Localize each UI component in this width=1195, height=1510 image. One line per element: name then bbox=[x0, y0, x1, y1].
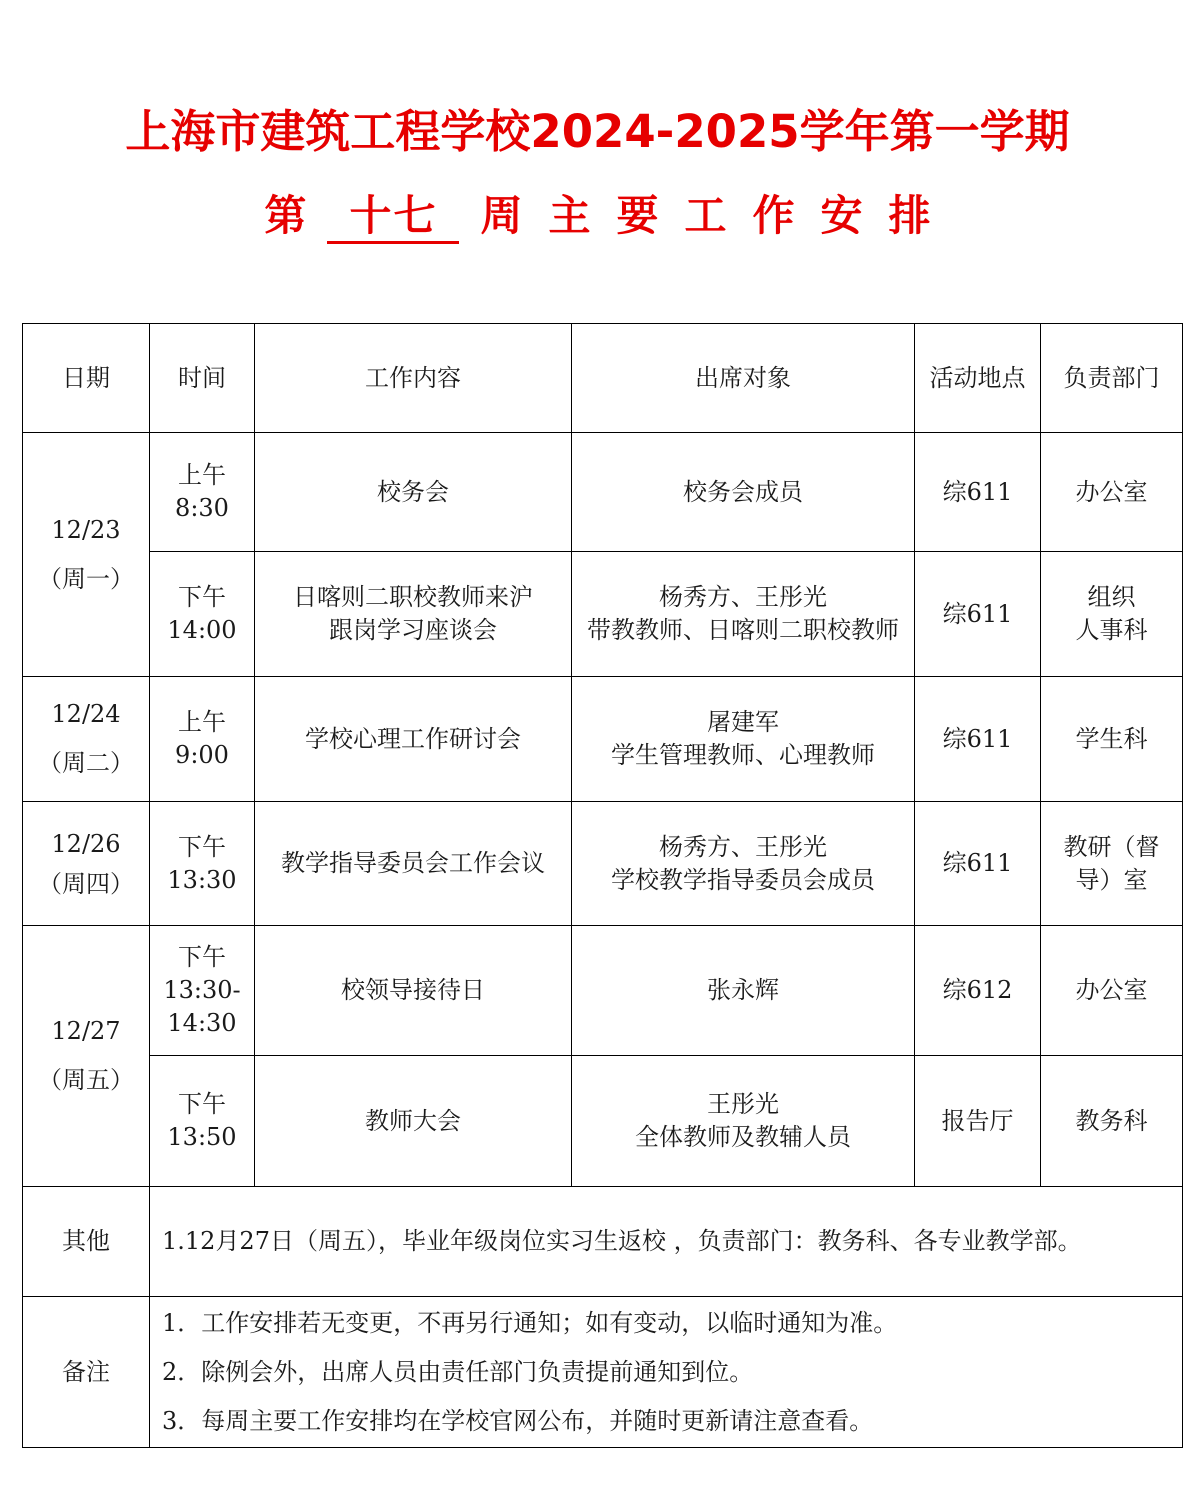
time-period: 上午 bbox=[178, 708, 226, 736]
dept-cell bbox=[1041, 552, 1183, 677]
week-subtitle bbox=[0, 186, 1195, 246]
subtitle-char: 周 bbox=[480, 191, 523, 240]
weekday: （周二） bbox=[38, 749, 134, 777]
location-cell: 综612 bbox=[915, 926, 1041, 1056]
table-row bbox=[23, 552, 1183, 677]
header-date: 日期 bbox=[23, 324, 150, 433]
attendees-cell bbox=[572, 433, 915, 552]
dept-text: 教务科 bbox=[1075, 1106, 1148, 1135]
table-row bbox=[23, 677, 1183, 802]
date-cell bbox=[23, 433, 150, 677]
subtitle-char: 主 bbox=[548, 191, 591, 240]
attendees-text: 校务会成员 bbox=[683, 477, 803, 506]
notes-row bbox=[23, 1297, 1183, 1448]
attendees-text: 杨秀方、王彤光 bbox=[659, 832, 827, 861]
dept-text: 学生科 bbox=[1075, 724, 1148, 753]
subtitle-char: 工 bbox=[684, 191, 727, 240]
location-cell: 综611 bbox=[915, 802, 1041, 926]
time-period: 下午 bbox=[178, 832, 226, 861]
attendees-text: 杨秀方、王彤光 bbox=[659, 583, 827, 611]
dept-cell bbox=[1041, 1056, 1183, 1187]
content-cell bbox=[255, 552, 572, 677]
content-text: 日喀则二职校教师来沪 bbox=[293, 583, 533, 611]
header-location: 活动地点 bbox=[915, 324, 1041, 433]
attendees-text: 学校教学指导委员会成员 bbox=[611, 865, 875, 894]
time-period: 下午 bbox=[178, 943, 226, 971]
table-row bbox=[23, 1056, 1183, 1187]
time-cell bbox=[150, 552, 255, 677]
time-value: 14:30 bbox=[167, 1009, 237, 1037]
dept-cell bbox=[1041, 677, 1183, 802]
content-text: 教师大会 bbox=[365, 1106, 461, 1135]
content-cell bbox=[255, 802, 572, 926]
content-text: 校务会 bbox=[377, 477, 449, 506]
attendees-cell bbox=[572, 1056, 915, 1187]
content-cell bbox=[255, 677, 572, 802]
attendees-cell bbox=[572, 802, 915, 926]
content-cell bbox=[255, 433, 572, 552]
notes-cell bbox=[150, 1297, 1183, 1448]
date-cell bbox=[23, 677, 150, 802]
dept-cell bbox=[1041, 433, 1183, 552]
other-label: 其他 bbox=[23, 1187, 150, 1297]
schedule-table bbox=[22, 323, 1183, 1448]
dept-cell bbox=[1041, 926, 1183, 1056]
date: 12/24 bbox=[51, 700, 121, 728]
attendees-cell bbox=[572, 677, 915, 802]
location-cell: 报告厅 bbox=[915, 1056, 1041, 1187]
date: 12/23 bbox=[51, 515, 121, 544]
dept-text: 办公室 bbox=[1075, 477, 1148, 506]
time-period: 上午 bbox=[178, 461, 226, 489]
attendees-text: 张永辉 bbox=[707, 976, 779, 1004]
document-title: 上海市建筑工程学校2024-2025学年第一学期 bbox=[125, 105, 1070, 158]
date: 12/27 bbox=[51, 1017, 121, 1045]
notes-label: 备注 bbox=[23, 1297, 150, 1448]
dept-text: 办公室 bbox=[1075, 976, 1148, 1004]
dept-text: 教研（督 bbox=[1063, 832, 1160, 861]
date-cell bbox=[23, 802, 150, 926]
time-cell bbox=[150, 433, 255, 552]
header-attendees: 出席对象 bbox=[572, 324, 915, 433]
time-value: 13:50 bbox=[167, 1123, 237, 1151]
weekday: （周一） bbox=[38, 564, 134, 593]
content-text: 教学指导委员会工作会议 bbox=[281, 849, 545, 877]
note-item: 3．每周主要工作安排均在学校官网公布，并随时更新请注意查看。 bbox=[162, 1406, 874, 1435]
dept-text: 导）室 bbox=[1075, 865, 1148, 894]
time-period: 下午 bbox=[178, 583, 226, 611]
weekday: （周五） bbox=[38, 1066, 134, 1094]
dept-cell bbox=[1041, 802, 1183, 926]
note-item: 2．除例会外，出席人员由责任部门负责提前通知到位。 bbox=[162, 1357, 754, 1386]
time-value: 13:30- bbox=[163, 976, 241, 1004]
time-cell bbox=[150, 677, 255, 802]
other-row bbox=[23, 1187, 1183, 1297]
location-cell: 综611 bbox=[915, 552, 1041, 677]
dept-text: 人事科 bbox=[1075, 616, 1148, 644]
time-value: 8:30 bbox=[175, 494, 229, 522]
content-text: 跟岗学习座谈会 bbox=[329, 616, 497, 644]
attendees-text: 屠建军 bbox=[707, 708, 779, 736]
weekday: （周四） bbox=[38, 869, 134, 898]
date-cell bbox=[23, 926, 150, 1187]
dept-text: 组织 bbox=[1087, 583, 1136, 611]
subtitle-char: 作 bbox=[752, 191, 795, 240]
subtitle-char: 安 bbox=[820, 191, 863, 240]
note-item: 1．工作安排若无变更，不再另行通知；如有变动，以临时通知为准。 bbox=[162, 1308, 898, 1337]
subtitle-char: 排 bbox=[888, 191, 931, 240]
content-text: 学校心理工作研讨会 bbox=[305, 724, 521, 753]
week-number: 十七 bbox=[327, 191, 459, 244]
header-row bbox=[23, 324, 1183, 433]
time-value: 13:30 bbox=[167, 865, 237, 894]
time-cell bbox=[150, 1056, 255, 1187]
content-cell bbox=[255, 1056, 572, 1187]
table-row bbox=[23, 802, 1183, 926]
content-text: 校领导接待日 bbox=[341, 976, 485, 1004]
attendees-text: 全体教师及教辅人员 bbox=[635, 1123, 851, 1151]
time-value: 9:00 bbox=[175, 741, 229, 769]
location-cell: 综611 bbox=[915, 433, 1041, 552]
subtitle-prefix: 第 bbox=[264, 191, 307, 240]
header-time: 时间 bbox=[150, 324, 255, 433]
content-cell bbox=[255, 926, 572, 1056]
attendees-text: 王彤光 bbox=[707, 1090, 779, 1118]
time-period: 下午 bbox=[178, 1090, 226, 1118]
attendees-cell bbox=[572, 552, 915, 677]
time-value: 14:00 bbox=[167, 616, 237, 644]
header-dept: 负责部门 bbox=[1041, 324, 1183, 433]
attendees-text: 学生管理教师、心理教师 bbox=[611, 741, 875, 769]
attendees-text: 带教教师、日喀则二职校教师 bbox=[587, 616, 899, 644]
subtitle-char: 要 bbox=[616, 191, 659, 240]
time-cell bbox=[150, 802, 255, 926]
date: 12/26 bbox=[51, 829, 121, 858]
attendees-cell bbox=[572, 926, 915, 1056]
time-cell bbox=[150, 926, 255, 1056]
table-row bbox=[23, 926, 1183, 1056]
table-row bbox=[23, 433, 1183, 552]
location-cell: 综611 bbox=[915, 677, 1041, 802]
header-content: 工作内容 bbox=[255, 324, 572, 433]
other-text: 1.12月27日（周五），毕业年级岗位实习生返校 ，负责部门：教务科、各专业教学部。 bbox=[150, 1187, 1183, 1297]
